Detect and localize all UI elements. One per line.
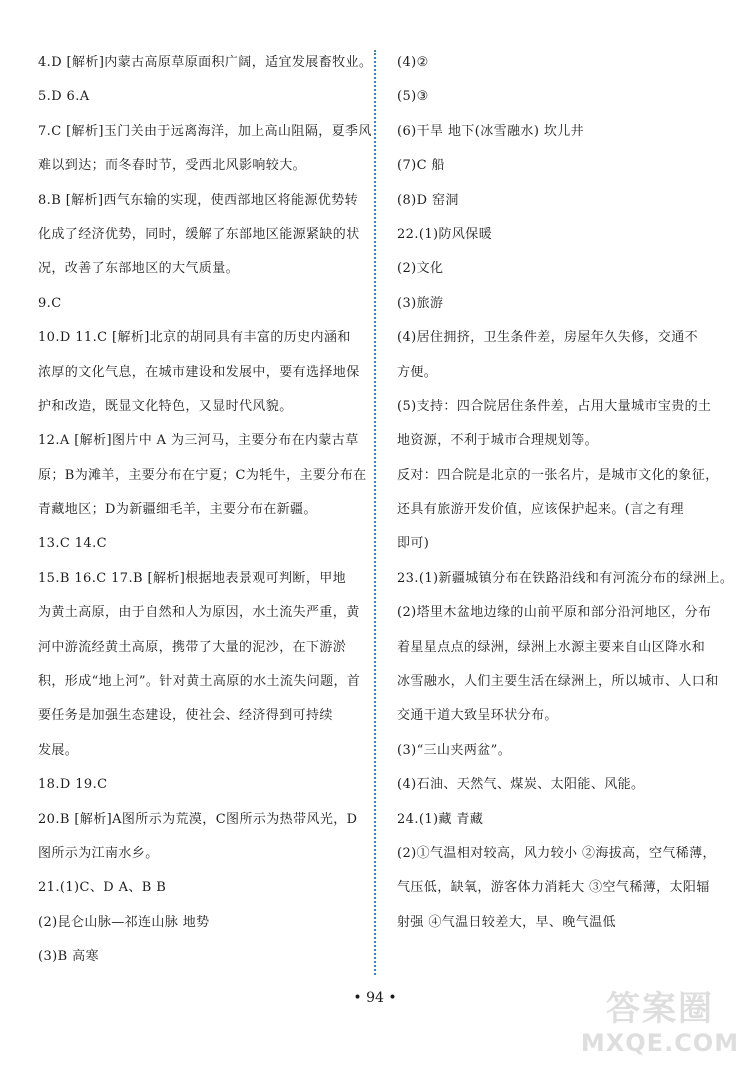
text-line: (2)①气温相对较高，风力较小 ②海拔高，空气稀薄，	[397, 845, 716, 861]
text-line: 即可)	[397, 536, 430, 552]
text-line: 积，形成“地上河”。针对黄土高原的水土流失问题，首	[38, 674, 361, 690]
text-line: 15.B 16.C 17.B [解析]根据地表景观可判断，甲地	[38, 570, 347, 586]
text-line: 气压低，缺氧，游客体力消耗大 ③空气稀薄，太阳辐	[397, 880, 710, 896]
text-line: 22.(1)防风保暖	[397, 226, 493, 242]
text-line: (5)支持：四合院居住条件差，占用大量城市宝贵的土	[397, 398, 712, 414]
text-line: (3)“三山夹两盆”。	[397, 742, 512, 758]
text-line: (8)D 窑洞	[397, 192, 459, 208]
text-line: 青藏地区；D为新疆细毛羊，主要分布在新疆。	[38, 502, 317, 518]
text-line: 原；B为滩羊，主要分布在宁夏；C为牦牛，主要分布在	[38, 467, 367, 483]
watermark-url: MXQE.COM	[580, 1029, 740, 1057]
text-line: 浓厚的文化气息，在城市建设和发展中，要有选择地保	[38, 364, 360, 380]
text-line: (2)塔里木盆地边缘的山前平原和部分沿河地区，分布	[397, 605, 712, 621]
text-line: (5)③	[397, 89, 429, 105]
text-line: 12.A [解析]图片中 A 为三河马，主要分布在内蒙古草	[38, 433, 359, 449]
text-line: 反对：四合院是北京的一张名片，是城市文化的象征，	[397, 467, 719, 483]
text-line: 18.D 19.C	[38, 777, 108, 793]
text-line: 还具有旅游开发价值，应该保护起来。(言之有理	[397, 502, 684, 518]
text-line: (2)文化	[397, 261, 444, 277]
site-watermark-logo	[580, 989, 740, 1069]
text-line: 要任务是加强生态建设，使社会、经济得到可持续	[38, 708, 333, 724]
text-line: 24.(1)藏 青藏	[397, 811, 484, 827]
text-line: 着星星点点的绿洲，绿洲上水源主要来自山区降水和	[397, 639, 706, 655]
text-line: 护和改造，既显文化特色，又显时代风貌。	[38, 398, 293, 414]
text-line: 化成了经济优势，同时，缓解了东部地区能源紧缺的状	[38, 226, 360, 242]
text-line: 8.B [解析]西气东输的实现，使西部地区将能源优势转	[38, 192, 359, 208]
page-number: • 94 •	[353, 990, 397, 1006]
text-line: (4)石油、天然气、煤炭、太阳能、风能。	[397, 777, 645, 793]
text-line: 9.C	[38, 295, 62, 311]
text-line: 河中游流经黄土高原，携带了大量的泥沙，在下游淤	[38, 639, 347, 655]
column-divider	[374, 50, 376, 975]
text-line: (3)旅游	[397, 295, 444, 311]
text-line: 10.D 11.C [解析]北京的胡同具有丰富的历史内涵和	[38, 330, 351, 346]
text-line: (6)干旱 地下(冰雪融水) 坎儿井	[397, 123, 585, 139]
text-line: 7.C [解析]玉门关由于远离海洋，加上高山阻隔，夏季风	[38, 123, 372, 139]
text-line: 13.C 14.C	[38, 536, 107, 552]
text-line: 21.(1)C、D A、B B	[38, 880, 167, 896]
left-answer-column	[38, 46, 373, 975]
text-line: 方便。	[397, 364, 438, 380]
text-line: 发展。	[38, 742, 79, 758]
text-line: (3)B 高寒	[38, 949, 99, 965]
text-line: 23.(1)新疆城镇分布在铁路沿线和有河流分布的绿洲上。	[397, 570, 734, 586]
text-line: (2)昆仑山脉—祁连山脉 地势	[38, 914, 210, 930]
watermark-title: 答案圈	[606, 989, 714, 1029]
text-line: 为黄土高原，由于自然和人为原因，水土流失严重，黄	[38, 605, 360, 621]
text-line: 地资源，不利于城市合理规划等。	[397, 433, 599, 449]
text-line: 4.D [解析]内蒙古高原草原面积广阔，适宜发展畜牧业。	[38, 55, 373, 70]
text-line: 射强 ④气温日较差大，早、晚气温低	[397, 914, 616, 930]
text-line: 冰雪融水，人们主要生活在绿洲上，所以城市、人口和	[397, 674, 719, 690]
text-line: 5.D 6.A	[38, 89, 90, 105]
text-line: 图所示为江南水乡。	[38, 845, 159, 861]
text-line: 20.B [解析]A图所示为荒漠，C图所示为热带风光，D	[38, 811, 358, 827]
right-answer-column	[397, 46, 734, 940]
text-line: 交通干道大致呈环状分布。	[397, 708, 558, 724]
text-line: (4)②	[397, 55, 429, 70]
text-line: 难以到达；而冬春时节，受西北风影响较大。	[38, 158, 307, 174]
text-line: (4)居住拥挤，卫生条件差，房屋年久失修，交通不	[397, 330, 699, 346]
text-line: 况，改善了东部地区的大气质量。	[38, 261, 240, 277]
text-line: (7)C 船	[397, 158, 445, 174]
